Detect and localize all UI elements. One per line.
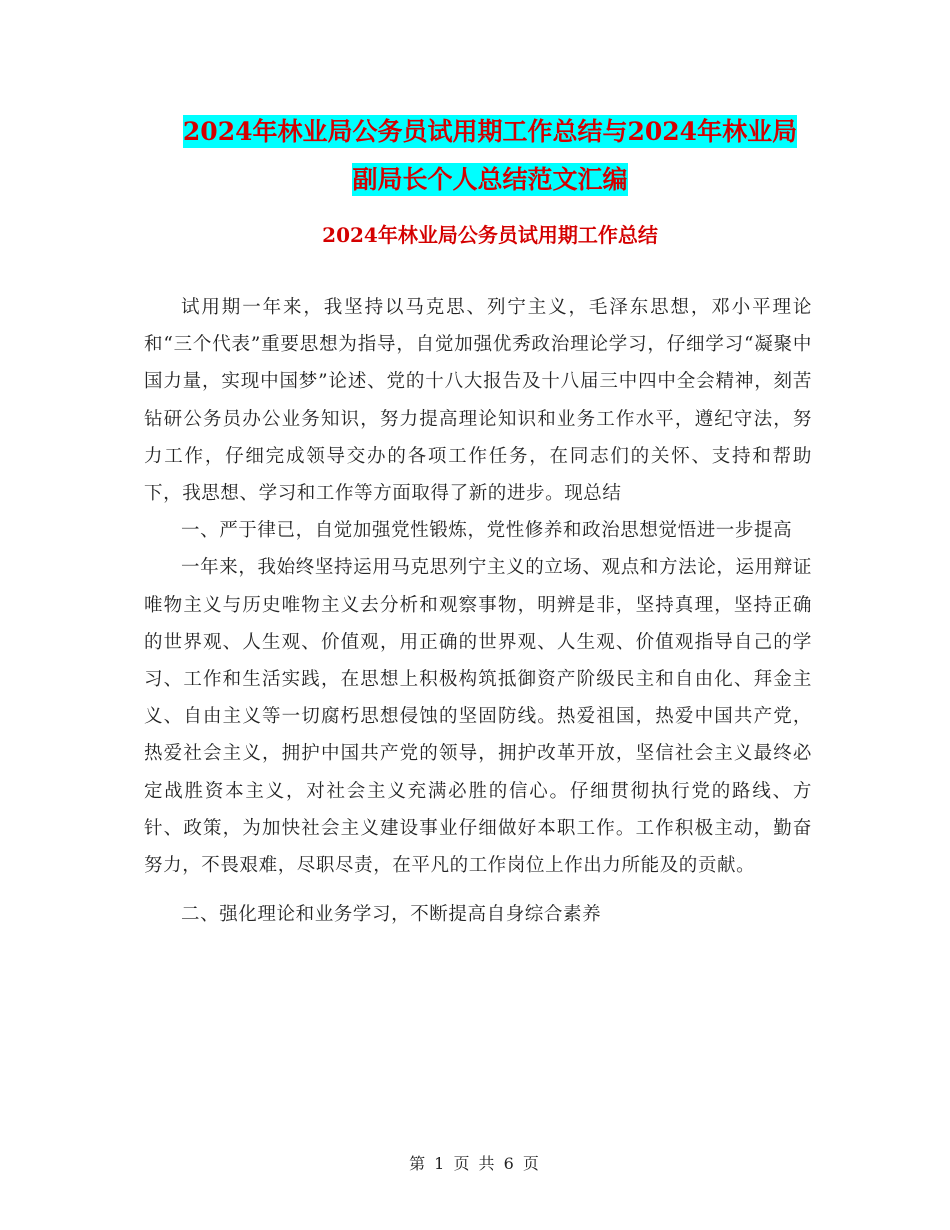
paragraph-heading-1: 一、严于律已，自觉加强党性锻炼，党性修养和政治思想觉悟进一步提高 (181, 520, 793, 542)
document-title (140, 108, 840, 204)
document-title-line-1: 2024年林业局公务员试用期工作总结与2024年林业局 (182, 117, 798, 146)
document-body (144, 289, 812, 933)
paragraph-body-1: 一年来，我始终坚持运用马克思列宁主义的立场、观点和方法论，运用辩证唯物主义与历史唯物主义去分析和观察事物，明辨是非，坚持真理，坚持正确的世界观、人生观、价值观，用正确的世界观、人生观、价值观指导自己的学习、工作和生活实践，在思想上积极构筑抵御资产阶级民主和自由化、拜金主义、自由主义等一切腐朽思想侵蚀的坚固防线。热爱祖国，热爱中国共产党，热爱社会主义，拥护中国共产党的领导，拥护改革开放，坚信社会主义最终必定战胜资本主义，对社会主义充满必胜的信心。仔细贯彻执行党的路线、方针、政策，为加快社会主义建设事业仔细做好本职工作。工作积极主动，勤奋努力，不畏艰难，尽职尽责，在平凡的工作岗位上作出力所能及的贡献。 (144, 557, 812, 877)
paragraph-heading-2: 二、强化理论和业务学习，不断提高自身综合素养 (181, 904, 602, 926)
page-footer: 第 1 页 共 6 页 (409, 1154, 541, 1173)
section-title: 2024年林业局公务员试用期工作总结 (322, 223, 658, 247)
document-title-line-2: 副局长个人总结范文汇编 (352, 165, 628, 194)
paragraph-intro: 试用期一年来，我坚持以马克思、列宁主义，毛泽东思想，邓小平理论和“三个代表”重要思想为指导，自觉加强优秀政治理论学习，仔细学习“凝聚中国力量，实现中国梦”论述、党的十八大报告及十八届三中四中全会精神，刻苦钻研公务员办公业务知识，努力提高理论知识和业务工作水平，遵纪守法，努力工作，仔细完成领导交办的各项工作任务，在同志们的关怀、支持和帮助下，我思想、学习和工作等方面取得了新的进步。现总结 (144, 297, 812, 505)
